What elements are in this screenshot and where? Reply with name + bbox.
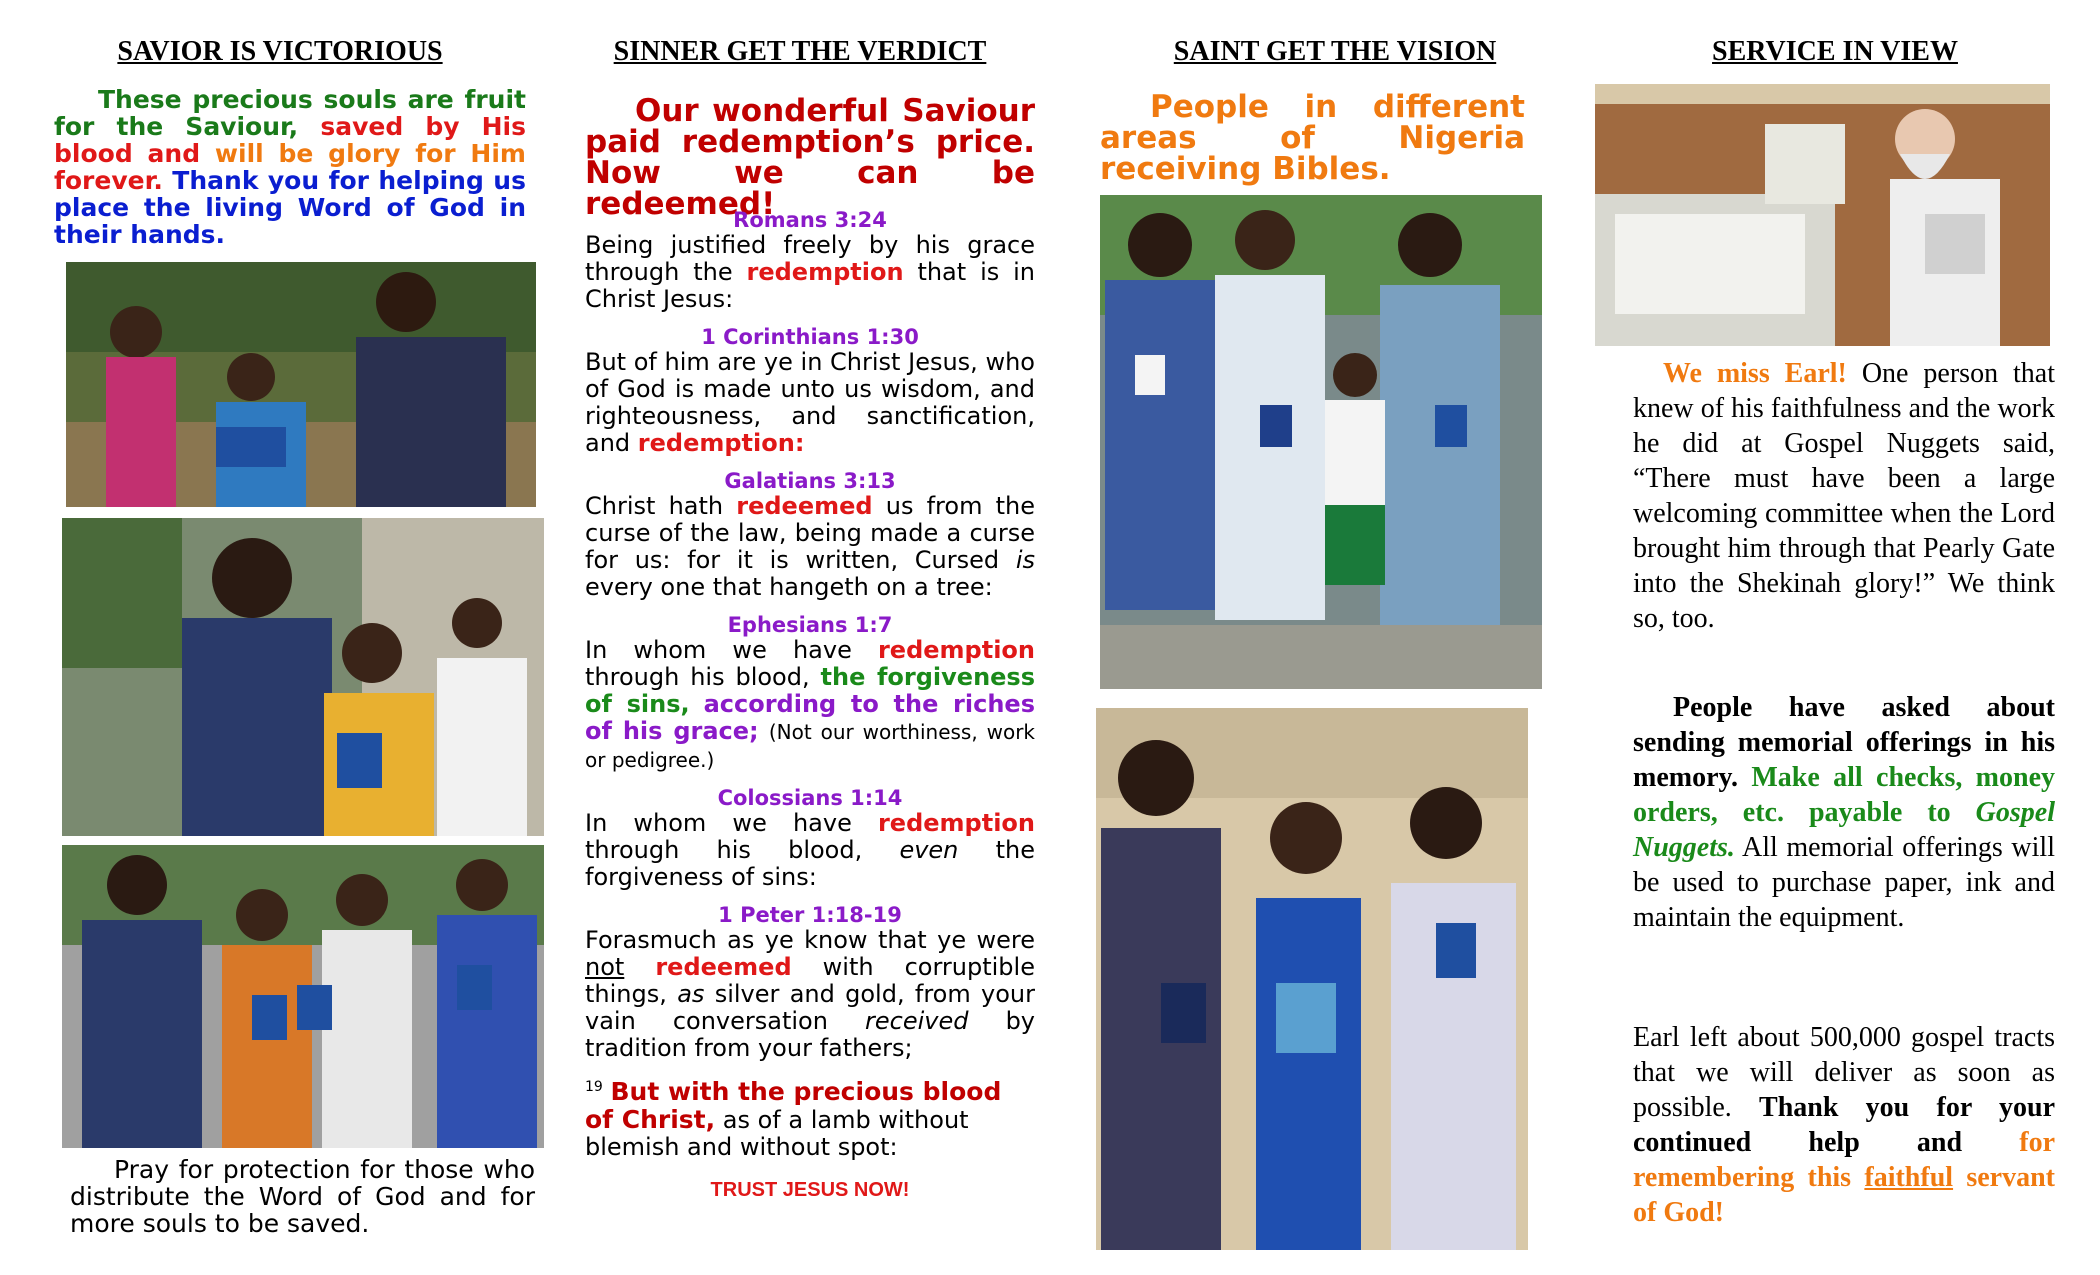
intro-red-1: saved by His blood — [54, 112, 527, 168]
intro-green: These precious souls are fruit for the Saviour, — [54, 85, 526, 141]
verse-corinthians: But of him are ye in Christ Jesus, who of God is made unto us wisdom, and righteousness, and sanctification, and redemption: — [585, 348, 1035, 457]
verse-ref-galatians: Galatians 3:13 — [724, 469, 896, 493]
verse-peter: Forasmuch as ye know that ye were not redeemed with corruptible things, as silver and gold, from your vain conversation received by tradition from your fathers; — [585, 926, 1036, 1062]
verse-ref-romans: Romans 3:24 — [733, 208, 887, 232]
photo-bible-handover-1 — [66, 262, 536, 507]
verse-ref-corinthians: 1 Corinthians 1:30 — [701, 325, 919, 349]
intro-text — [54, 86, 526, 248]
intro-red-2: forever. — [54, 166, 163, 195]
photo-bible-handover-3 — [62, 845, 544, 1148]
column-savior — [40, 0, 535, 1275]
intro-and: and — [147, 139, 201, 168]
redemption-intro: Our wonderful Saviour paid redemption’s price. Now we can be redeemed! — [585, 93, 1035, 222]
column-service — [1595, 0, 2075, 1275]
intro-blue: Thank you for helping us place the living Word of God in their hands. — [54, 166, 526, 249]
verse-ref-peter: 1 Peter 1:18-19 — [718, 903, 902, 927]
memorial-offerings: People have asked about sending memorial offerings in his memory. Make all checks, money orders, etc. payable to Gospel Nuggets. All memorial offerings will be used to purchase paper, ink and maintain the equipment. — [1633, 692, 2056, 933]
earl-tribute: We miss Earl! One person that knew of his faithfulness and the work he did at Gospel Nuggets said, “There must have been a large welcoming committee when the Lord brought him through that Pearly Gate into the Shekinah glory!” We think so, too. — [1633, 358, 2055, 634]
verse-romans: Being justified freely by his grace through the redemption that is in Christ Jesus: — [585, 231, 1036, 313]
prayer-text: Pray for protection for those who distribute the Word of God and for more souls to be saved. — [70, 1155, 535, 1238]
verse-peter-19: $^{19}$ But with the precious blood of Christ, as of a lamb without blemish and without spot: — [585, 1077, 1002, 1161]
trust-jesus-now: TRUST JESUS NOW! — [710, 1179, 910, 1201]
photo-men-with-bibles — [1100, 195, 1542, 689]
column-saint — [1100, 0, 1560, 1275]
heading-service: SERVICE IN VIEW — [1712, 36, 1958, 67]
verse-galatians: Christ hath redeemed us from the curse of the law, being made a curse for us: for it is written, Cursed is every one that hangeth on a tree: — [585, 492, 1035, 601]
heading-sinner: SINNER GET THE VERDICT — [613, 36, 987, 67]
verse-ref-colossians: Colossians 1:14 — [717, 786, 903, 810]
heading-saint: SAINT GET THE VISION — [1173, 36, 1497, 67]
column-sinner — [585, 0, 1035, 1275]
verse-colossians: In whom we have redemption through his blood, even the forgiveness of sins: — [585, 809, 1035, 891]
intro-orange: will be glory for Him — [214, 139, 526, 168]
verse-ref-ephesians: Ephesians 1:7 — [727, 613, 893, 637]
verse-ephesians: In whom we have redemption through his blood, the forgiveness of sins, according to the riches of his grace; (Not our worthiness, work or pedigree.) — [585, 636, 1035, 772]
heading-savior: SAVIOR IS VICTORIOUS — [117, 36, 443, 67]
photo-earl-at-press — [1595, 84, 2050, 346]
vision-intro: People in different areas of Nigeria receiving Bibles. — [1100, 89, 1525, 187]
tracts-thank-you: Earl left about 500,000 gospel tracts that we will deliver as soon as possible. Thank you for your continued help and for remembering this faithful servant of God! — [1633, 1022, 2056, 1228]
photo-women-with-bibles — [1096, 708, 1528, 1250]
photo-bible-handover-2 — [62, 518, 544, 836]
verses — [585, 198, 1035, 1202]
